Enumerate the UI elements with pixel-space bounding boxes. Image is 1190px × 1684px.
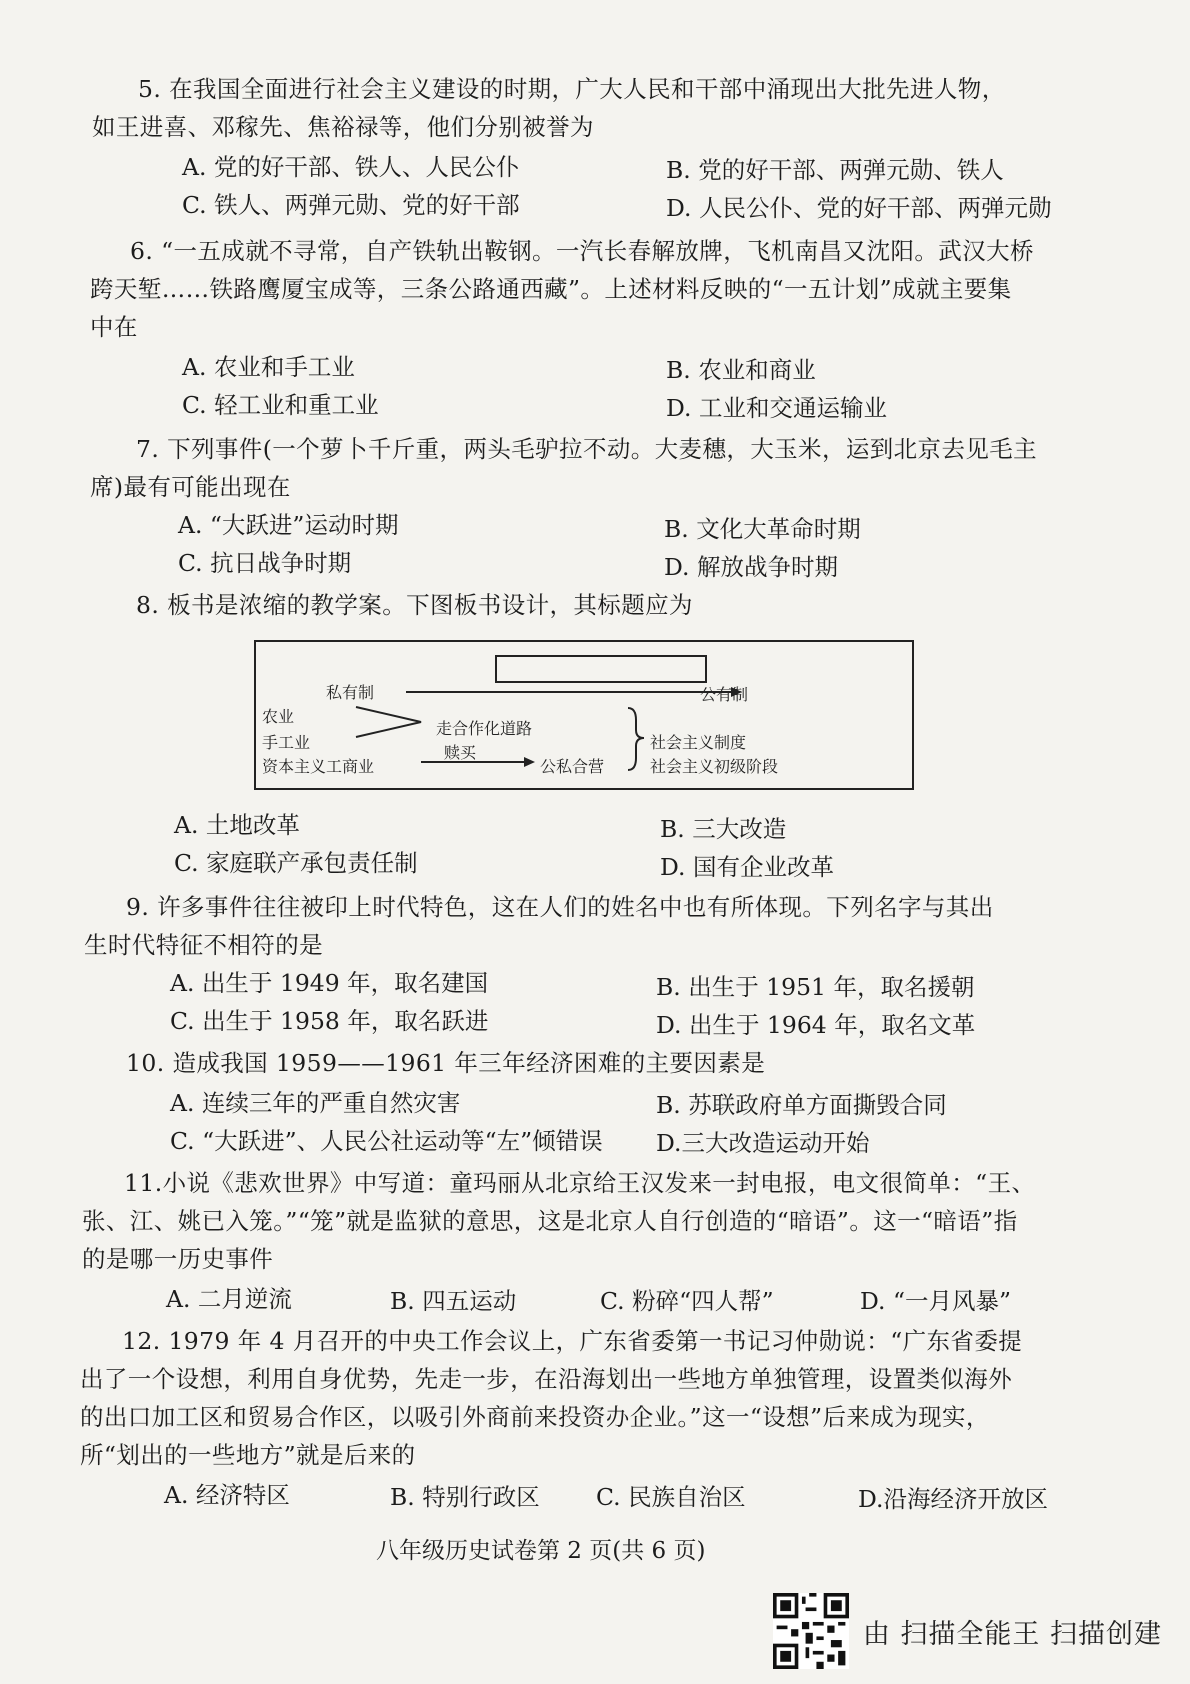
- q10-stem-line1: 10. 造成我国 1959——1961 年三年经济困难的主要因素是: [126, 1049, 766, 1077]
- q7-option-a: A. “大跃进”运动时期: [178, 511, 399, 539]
- q8-option-d: D. 国有企业改革: [660, 853, 834, 881]
- q6-stem-line2: 跨天堑……铁路鹰厦宝成等，三条公路通西藏”。上述材料反映的“一五计划”成就主要集: [90, 275, 1012, 303]
- cooperation-chevron: [356, 707, 421, 737]
- q9-option-b: B. 出生于 1951 年，取名援朝: [656, 973, 975, 1001]
- q12-stem-line3: 的出口加工区和贸易合作区，以吸引外商前来投资办企业。”这一“设想”后来成为现实，: [80, 1403, 990, 1431]
- q11-stem-line1: 11.小说《悲欢世界》中写道：童玛丽从北京给王汉发来一封电报，电文很简单：“王、: [124, 1169, 1036, 1197]
- q5-option-a: A. 党的好干部、铁人、人民公仆: [182, 153, 520, 181]
- q11-option-a: A. 二月逆流: [166, 1285, 292, 1313]
- q12-stem-line2: 出了一个设想，利用自身优势，先走一步，在沿海划出一些地方单独管理，设置类似海外: [80, 1365, 1013, 1393]
- q9-option-d: D. 出生于 1964 年，取名文革: [656, 1011, 976, 1039]
- label-cooperation: 走合作化道路: [436, 719, 533, 738]
- scanner-text: 由 扫描全能王 扫描创建: [862, 1618, 1162, 1650]
- q9-option-c: C. 出生于 1958 年，取名跃进: [170, 1007, 489, 1035]
- q6-stem-line3: 中在: [90, 313, 138, 341]
- label-public: 公有制: [700, 685, 749, 704]
- label-primary-stage: 社会主义初级阶段: [650, 757, 779, 776]
- label-socialist-system: 社会主义制度: [650, 733, 747, 752]
- q5-option-d: D. 人民公仆、党的好干部、两弹元勋: [666, 194, 1052, 222]
- q10-option-a: A. 连续三年的严重自然灾害: [170, 1089, 461, 1117]
- label-private: 私有制: [326, 683, 375, 702]
- q8-stem-line1: 8. 板书是浓缩的教学案。下图板书设计，其标题应为: [136, 591, 693, 619]
- q5-stem-line2: 如王进喜、邓稼先、焦裕禄等，他们分别被誉为: [92, 113, 594, 141]
- qr-code-icon: [773, 1593, 849, 1669]
- q12-option-c: C. 民族自治区: [596, 1483, 746, 1511]
- summary-brace: [628, 708, 644, 770]
- q12-stem-line1: 12. 1979 年 4 月召开的中央工作会议上，广东省委第一书记习仲勋说：“广东省委提: [122, 1327, 1023, 1355]
- q6-option-b: B. 农业和商业: [666, 356, 816, 384]
- q8-option-c: C. 家庭联产承包责任制: [174, 849, 418, 877]
- label-agriculture: 农业: [262, 707, 295, 726]
- q10-option-c: C. “大跃进”、人民公社运动等“左”倾错误: [170, 1127, 603, 1155]
- q11-option-b: B. 四五运动: [390, 1287, 517, 1315]
- q6-option-c: C. 轻工业和重工业: [182, 391, 379, 419]
- label-joint: 公私合营: [540, 757, 605, 776]
- q7-stem-line1: 7. 下列事件(一个萝卜千斤重，两头毛驴拉不动。大麦穗，大玉米，运到北京去见毛主: [136, 435, 1038, 463]
- q5-option-c: C. 铁人、两弹元勋、党的好干部: [182, 191, 520, 219]
- q11-stem-line2: 张、江、姚已入笼。”“笼”就是监狱的意思，这是北京人自行创造的“暗语”。这一“暗语”指: [82, 1207, 1018, 1235]
- q5-option-b: B. 党的好干部、两弹元勋、铁人: [666, 156, 1004, 184]
- blackboard-diagram: [254, 640, 914, 790]
- q5-stem-line1: 5. 在我国全面进行社会主义建设的时期，广大人民和干部中涌现出大批先进人物，: [138, 75, 1006, 103]
- label-capitalist: 资本主义工商业: [262, 757, 375, 776]
- q12-option-a: A. 经济特区: [164, 1481, 290, 1509]
- q8-option-b: B. 三大改造: [660, 815, 787, 843]
- q6-stem-line1: 6. “一五成就不寻常，自产铁轨出鞍钢。一汽长春解放牌，飞机南昌又沈阳。武汉大桥: [130, 237, 1034, 265]
- q7-stem-line2: 席)最有可能出现在: [90, 473, 291, 501]
- q11-option-d: D. “一月风暴”: [860, 1287, 1011, 1315]
- scanner-watermark: [773, 1592, 1162, 1670]
- q6-option-d: D. 工业和交通运输业: [666, 394, 887, 422]
- diagram-title-blank: [496, 656, 706, 682]
- q12-option-b: B. 特别行政区: [390, 1483, 540, 1511]
- q9-stem-line2: 生时代特征不相符的是: [84, 931, 323, 959]
- q8-option-a: A. 土地改革: [174, 811, 300, 839]
- label-handicraft: 手工业: [262, 733, 311, 752]
- q11-option-c: C. 粉碎“四人帮”: [600, 1287, 774, 1315]
- q7-option-b: B. 文化大革命时期: [664, 515, 861, 543]
- q12-option-d: D.沿海经济开放区: [858, 1485, 1048, 1513]
- q7-option-c: C. 抗日战争时期: [178, 549, 352, 577]
- q9-option-a: A. 出生于 1949 年，取名建国: [170, 969, 489, 997]
- page-footer: 八年级历史试卷第 2 页(共 6 页): [376, 1538, 706, 1564]
- q10-option-d: D.三大改造运动开始: [656, 1129, 870, 1157]
- q12-stem-line4: 所“划出的一些地方”就是后来的: [80, 1441, 416, 1469]
- q11-stem-line3: 的是哪一历史事件: [82, 1245, 274, 1273]
- q10-option-b: B. 苏联政府单方面撕毁合同: [656, 1091, 947, 1119]
- q7-option-d: D. 解放战争时期: [664, 553, 838, 581]
- label-buyout: 赎买: [444, 743, 477, 762]
- q6-option-a: A. 农业和手工业: [182, 353, 355, 381]
- q9-stem-line1: 9. 许多事件往往被印上时代特色，这在人们的姓名中也有所体现。下列名字与其出: [126, 893, 994, 921]
- arrow-buyout-head: [524, 757, 535, 767]
